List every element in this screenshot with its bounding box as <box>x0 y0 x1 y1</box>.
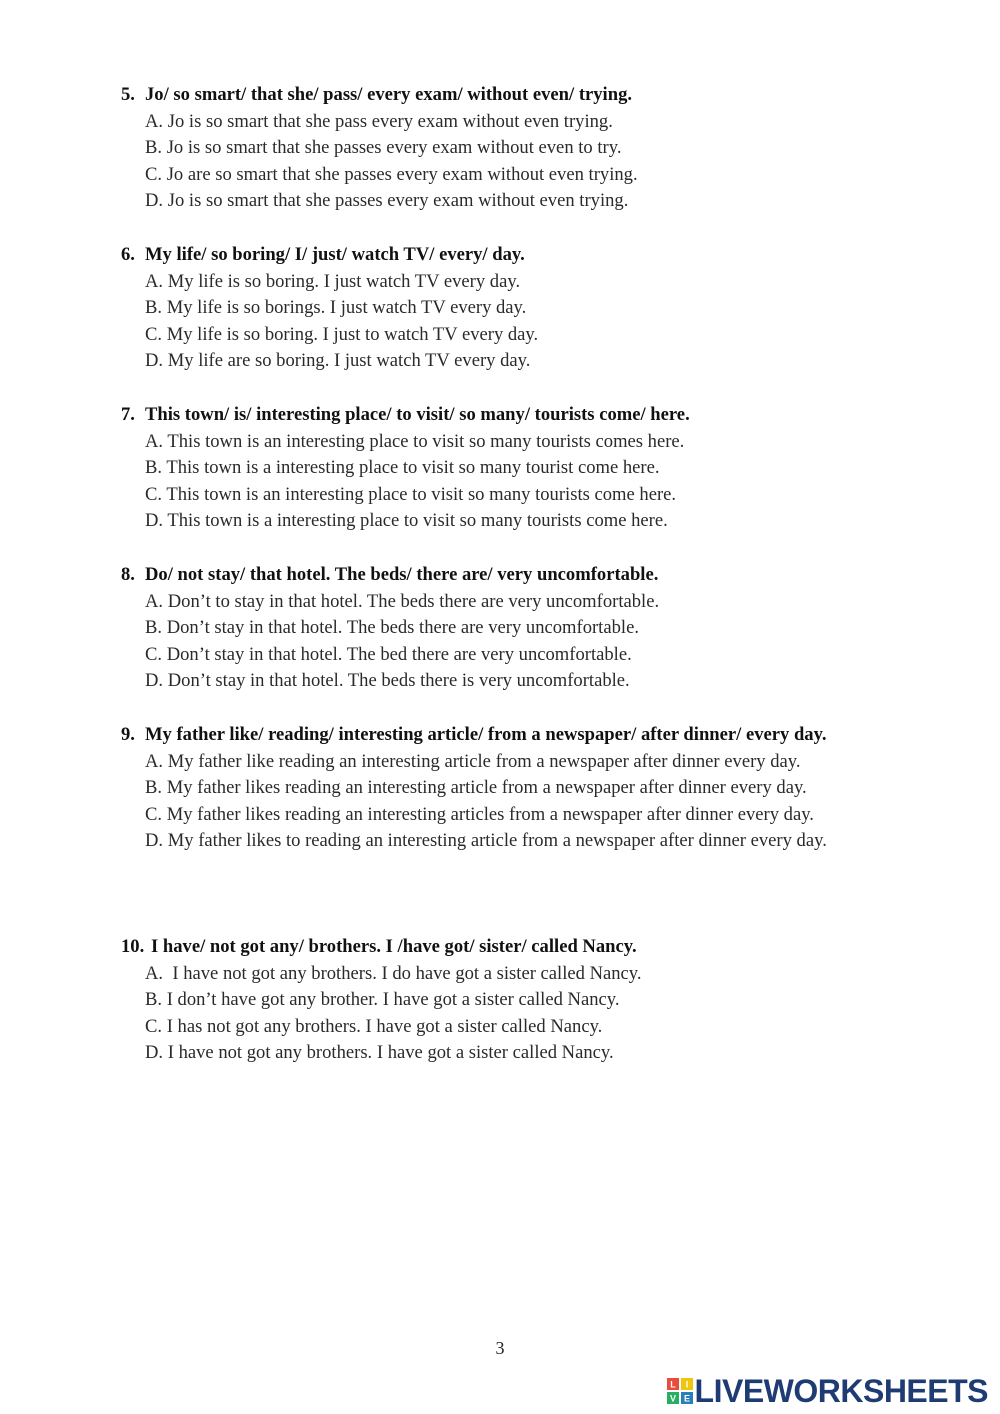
options-list <box>145 961 879 1067</box>
option-b: B. My father likes reading an interesting article from a newspaper after dinner every day. <box>145 777 807 799</box>
option-c: C. My life is so boring. I just to watch TV every day. <box>145 323 539 345</box>
question-number: 7. <box>121 404 135 425</box>
question-text: My father like/ reading/ interesting article/ from a newspaper/ after dinner/ every day. <box>145 724 827 745</box>
option-c: C. Jo are so smart that she passes every exam without even trying. <box>145 163 638 185</box>
question-number: 5. <box>121 84 135 105</box>
question-7 <box>121 402 879 535</box>
option-d: D. My father likes to reading an interesting article from a newspaper after dinner every day. <box>145 830 827 852</box>
question-text: I have/ not got any/ brothers. I /have got/ sister/ called Nancy. <box>151 936 637 957</box>
question-text: This town/ is/ interesting place/ to visit/ so many/ tourists come/ here. <box>145 404 690 425</box>
question-prompt <box>121 934 879 961</box>
question-5 <box>121 82 879 215</box>
question-10 <box>121 934 879 1067</box>
question-text: My life/ so boring/ I/ just/ watch TV/ every/ day. <box>145 244 525 265</box>
option-c: C. My father likes reading an interesting articles from a newspaper after dinner every day. <box>145 803 814 825</box>
svg-text:I: I <box>685 1379 688 1390</box>
option-b: B. I don’t have got any brother. I have got a sister called Nancy. <box>145 989 620 1011</box>
option-a: A. My life is so boring. I just watch TV every day. <box>145 270 521 292</box>
option-a: A. Jo is so smart that she pass every exam without even trying. <box>145 110 613 132</box>
question-number: 8. <box>121 564 135 585</box>
question-number: 10. <box>121 936 145 957</box>
question-prompt <box>121 242 879 269</box>
option-b: B. This town is a interesting place to visit so many tourist come here. <box>145 457 660 479</box>
question-prompt <box>121 562 879 589</box>
question-prompt <box>121 722 879 749</box>
question-text: Do/ not stay/ that hotel. The beds/ there are/ very uncomfortable. <box>145 564 659 585</box>
question-number: 9. <box>121 724 135 745</box>
option-d: D. I have not got any brothers. I have got a sister called Nancy. <box>145 1042 614 1064</box>
option-b: B. Jo is so smart that she passes every exam without even to try. <box>145 137 622 159</box>
question-prompt <box>121 402 879 429</box>
page-number: 3 <box>495 1338 505 1358</box>
option-d: D. My life are so boring. I just watch TV every day. <box>145 350 531 372</box>
liveworksheets-wordmark: LIVEWORKSHEETS <box>694 1373 988 1409</box>
option-b: B. Don’t stay in that hotel. The beds there are very uncomfortable. <box>145 617 639 639</box>
options-list <box>145 749 879 855</box>
options-list <box>145 589 879 695</box>
option-b: B. My life is so borings. I just watch TV every day. <box>145 297 527 319</box>
liveworksheets-logo <box>667 1371 988 1411</box>
liveworksheets-logo-icon <box>667 1378 693 1404</box>
option-c: C. Don’t stay in that hotel. The bed there are very uncomfortable. <box>145 643 632 665</box>
option-d: D. Jo is so smart that she passes every exam without even trying. <box>145 190 629 212</box>
question-8 <box>121 562 879 695</box>
question-6 <box>121 242 879 375</box>
question-number: 6. <box>121 244 135 265</box>
svg-text:V: V <box>669 1393 676 1404</box>
option-a: A. This town is an interesting place to visit so many tourists comes here. <box>145 430 685 452</box>
question-prompt <box>121 82 879 109</box>
option-c: C. This town is an interesting place to visit so many tourists come here. <box>145 483 677 505</box>
question-9 <box>121 722 879 855</box>
option-a: A. Don’t to stay in that hotel. The beds there are very uncomfortable. <box>145 590 660 612</box>
option-a: A. I have not got any brothers. I do have got a sister called Nancy. <box>145 962 642 984</box>
option-c: C. I has not got any brothers. I have got a sister called Nancy. <box>145 1015 603 1037</box>
svg-text:L: L <box>669 1379 676 1390</box>
options-list <box>145 109 879 215</box>
options-list <box>145 269 879 375</box>
svg-text:E: E <box>683 1393 690 1404</box>
option-d: D. Don’t stay in that hotel. The beds there is very uncomfortable. <box>145 670 630 692</box>
options-list <box>145 429 879 535</box>
option-d: D. This town is a interesting place to visit so many tourists come here. <box>145 510 668 532</box>
option-a: A. My father like reading an interesting article from a newspaper after dinner every day. <box>145 750 801 772</box>
question-text: Jo/ so smart/ that she/ pass/ every exam/ without even/ trying. <box>145 84 633 105</box>
